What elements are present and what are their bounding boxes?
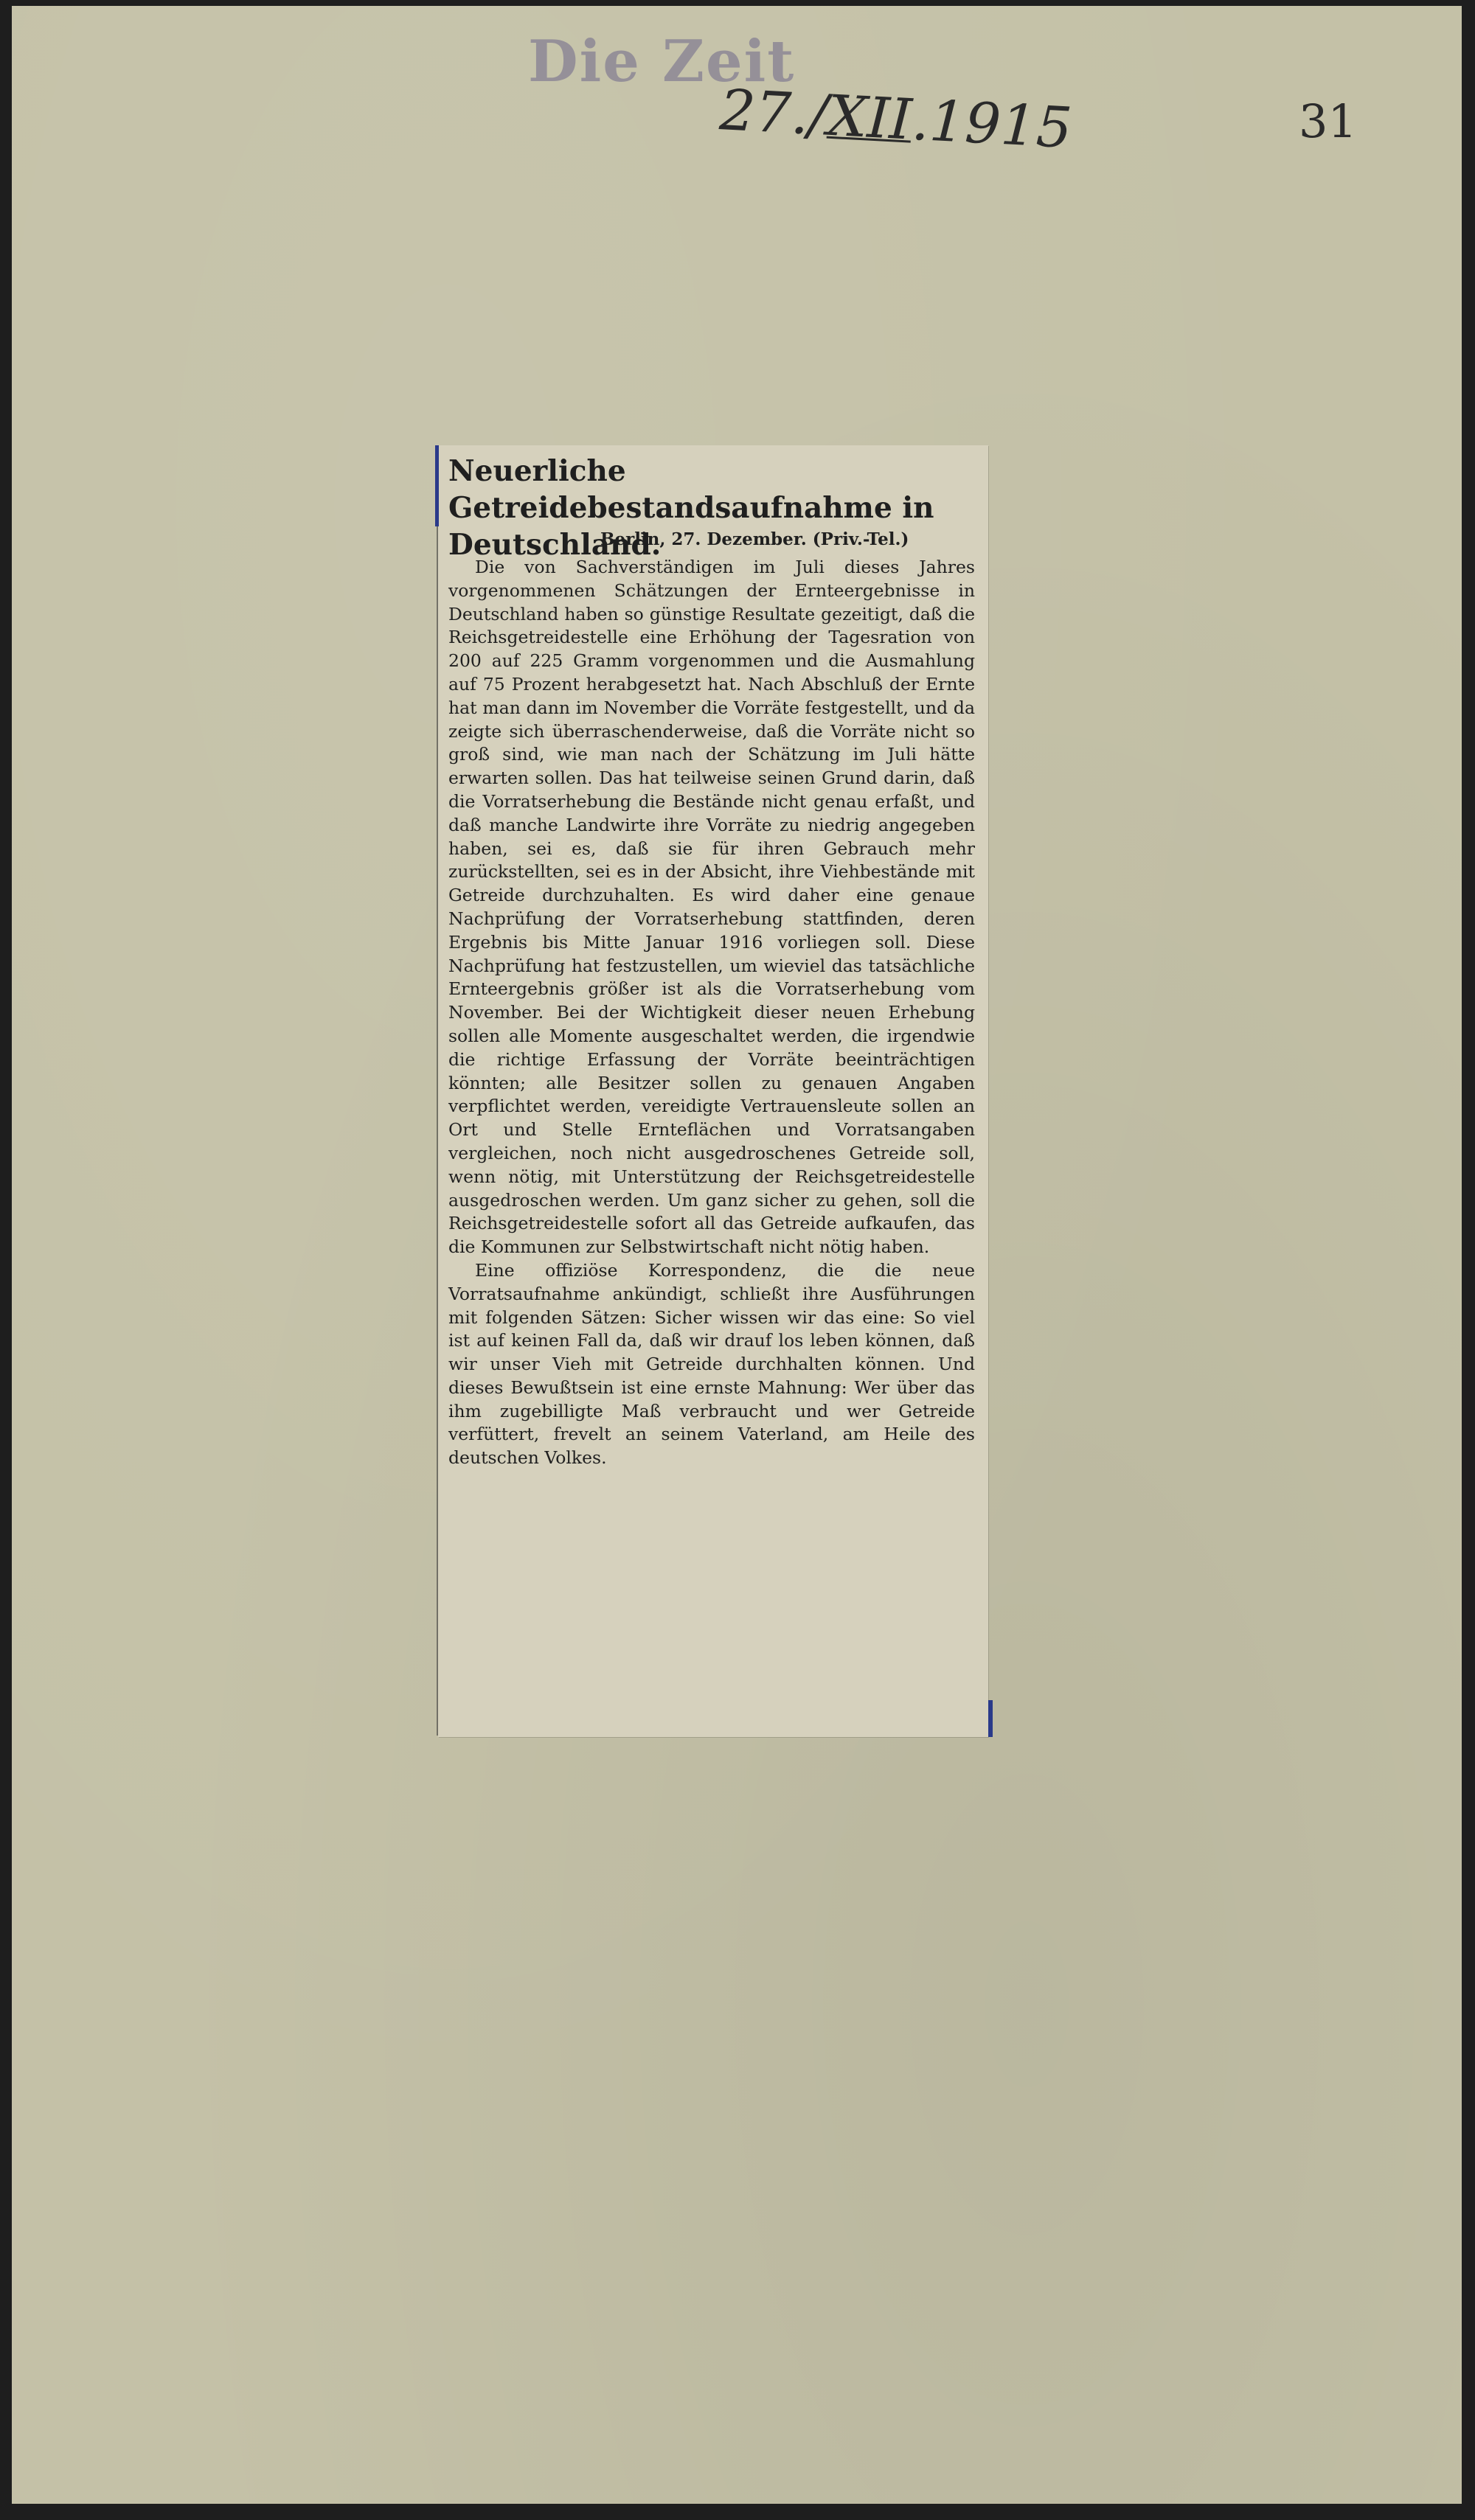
article-paragraph: Die von Sachverständigen im Juli dieses Jahres vorgenommenen Schätzungen der Ernteergebnisse in Deutschland haben so günstige Resultate gezeitigt, daß die Reichsgetreidestelle eine Erhöhung der Tagesration von 200 auf 225 Gramm vorgenommen und die Ausmahlung auf 75 Prozent herabgesetzt hat. Nach Abschluß der Ernte hat man dann im November die Vorräte festgestellt, und da zeigte sich überraschenderweise, daß die Vorräte nicht so groß sind, wie man nach der Schätzung im Juli hätte erwarten sollen. Das hat teilweise seinen Grund darin, daß die Vorratserhebung die Bestände nicht genau erfaßt, und daß manche Landwirte ihre Vorräte zu niedrig angegeben haben, sei es, daß sie für ihren Gebrauch mehr zurückstellten, sei es in der Absicht, ihre Viehbestände mit Getreide durchzuhalten. Es wird daher eine genaue Nachprüfung der Vorratserhebung stattfinden, deren Ergebnis bis Mitte Januar 1916 vorliegen soll. Diese Nachprüfung hat festzustellen, um wieviel das tatsächliche Ernteergebnis größer ist als die Vorratserhebung vom November. Bei der Wichtigkeit dieser neuen Erhebung sollen alle Momente ausgeschaltet werden, die irgendwie die richtige Erfassung der Vorräte beeinträchtigen könnten; alle Besitzer sollen zu genauen Angaben verpflichtet werden, vereidigte Vertrauensleute sollen an Ort und Stelle Ernteflächen und Vorratsangaben vergleichen, noch nicht ausgedroschenes Getreide soll, wenn nötig, mit Unterstützung der Reichsgetreidestelle ausgedroschen werden. Um ganz sicher zu gehen, soll die Reichsgetreidestelle sofort all das Getreide aufkaufen, das die Kommunen zur Selbstwirtschaft nicht nötig haben.	[448, 557, 975, 1258]
article-dateline: Berlin, 27. Dezember. (Priv.-Tel.)	[600, 529, 909, 549]
page-number: 31	[1299, 94, 1357, 148]
newspaper-stamp: Die Zeit	[528, 28, 796, 95]
article-headline: Neuerliche Getreidebestandsaufnahme in Deutschland.	[448, 454, 934, 562]
date-separator: /	[807, 81, 830, 148]
right-marker-bar	[988, 1700, 993, 1737]
left-marker-bar	[435, 445, 439, 526]
newspaper-clipping	[438, 445, 988, 1737]
archive-sheet	[12, 6, 1462, 2504]
date-year: .1915	[909, 86, 1074, 161]
article-paragraph: Eine offiziöse Korrespondenz, die die neue Vorratsaufnahme ankündigt, schließt ihre Ausführungen mit folgenden Sätzen: Sicher wissen wir das eine: So viel ist auf keinen Fall da, daß wir drauf los leben können, daß wir unser Vieh mit Getreide durchhalten können. Und dieses Bewußtsein ist eine ernste Mahnung: Wer über das ihm zugebilligte Maß verbraucht und wer Getreide verfüttert, frevelt an seinem Vaterland, am Heile des deutschen Volkes.	[448, 1259, 975, 1469]
date-month: XII	[825, 82, 914, 153]
handwritten-date	[718, 77, 1074, 161]
left-edge-rule	[437, 526, 438, 1736]
article-body	[448, 556, 975, 1470]
date-day: 27.	[718, 77, 811, 147]
